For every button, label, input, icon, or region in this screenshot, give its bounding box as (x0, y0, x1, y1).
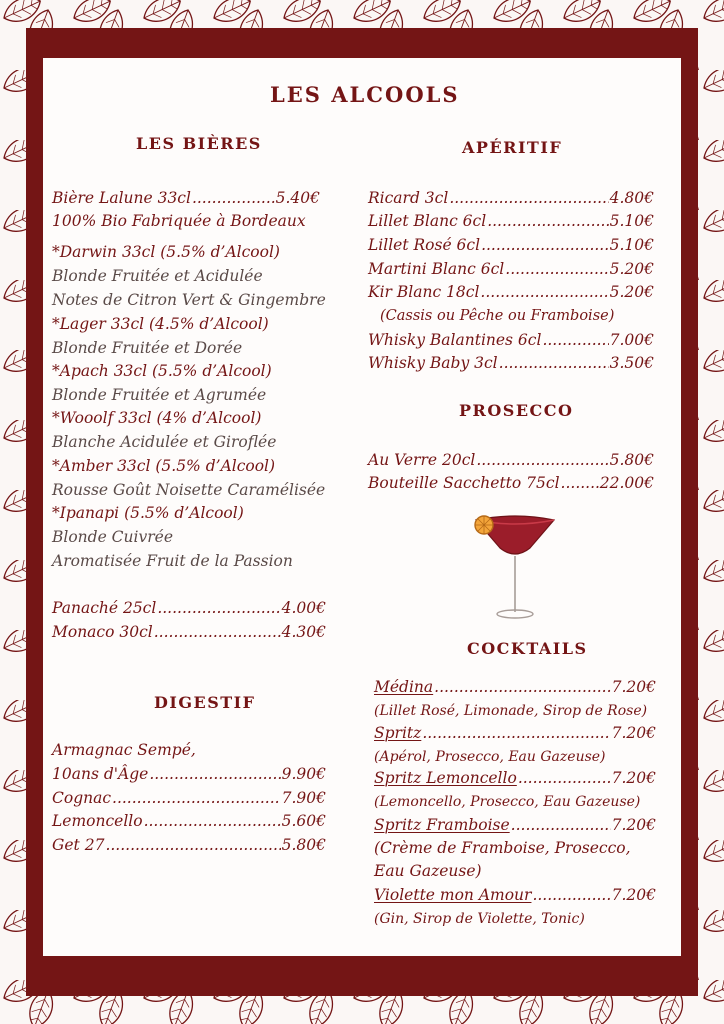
item-label: Médina (374, 678, 434, 696)
item-price: 5.10€ (609, 236, 654, 254)
beer-name-wooolf: *Wooolf 33cl (4% d’Alcool) (52, 409, 262, 427)
beer-desc: Blonde Fruitée et Dorée (52, 339, 243, 357)
leader-dots (518, 768, 611, 788)
leader-dots (561, 473, 599, 493)
item-label: Spritz Framboise (374, 816, 510, 834)
item-label: Lillet Rosé 6cl (368, 236, 481, 254)
leader-dots (511, 815, 611, 835)
cocktail-desc: (Apérol, Prosecco, Eau Gazeuse) (374, 749, 606, 765)
kir-note: (Cassis ou Pêche ou Framboise) (380, 308, 615, 324)
leader-dots (499, 353, 609, 373)
item-label: Martini Blanc 6cl (368, 260, 505, 278)
leader-dots (154, 622, 281, 642)
leader-dots (487, 211, 608, 231)
item-price: 7.20€ (611, 769, 656, 787)
item-description: 100% Bio Fabriquée à Bordeaux (52, 212, 306, 230)
leader-dots (476, 450, 608, 470)
item-label: Armagnac Sempé, (52, 741, 196, 759)
cocktail-desc: (Lemoncello, Prosecco, Eau Gazeuse) (374, 794, 641, 810)
beer-desc: Blonde Fruitée et Agrumée (52, 386, 267, 404)
menu-item-kir-blanc (368, 282, 654, 302)
item-price: 22.00€ (599, 474, 654, 492)
menu-item-monaco (52, 622, 326, 642)
item-label: Spritz Lemoncello (374, 769, 517, 787)
item-label: Whisky Balantines 6cl (368, 331, 542, 349)
item-label: Ricard 3cl (368, 189, 449, 207)
item-price: 4.80€ (609, 189, 654, 207)
item-price: 5.40€ (275, 189, 320, 207)
leader-dots (105, 835, 280, 855)
item-price: 4.00€ (281, 599, 326, 617)
item-label: Panaché 25cl (52, 599, 157, 617)
item-price: 7.90€ (281, 789, 326, 807)
item-label: Lemoncello (52, 812, 143, 830)
leader-dots (422, 723, 610, 743)
cocktail-desc: (Gin, Sirop de Violette, Tonic) (374, 911, 585, 927)
item-label: 10ans d'Âge (52, 765, 149, 783)
menu-item-lillet-rose (368, 235, 654, 255)
item-label: Bière Lalune 33cl (52, 189, 191, 207)
page-title: LES ALCOOLS (270, 82, 460, 107)
beer-name-ipanapi: *Ipanapi (5.5% d’Alcool) (52, 504, 244, 522)
menu-item-armagnac (52, 764, 326, 784)
beer-desc: Blanche Acidulée et Giroflée (52, 433, 277, 451)
cocktail-desc: (Lillet Rosé, Limonade, Sirop de Rose) (374, 703, 648, 719)
beer-desc: Blonde Cuivrée (52, 528, 173, 546)
menu-item-medina (374, 677, 656, 697)
menu-item-lemoncello (52, 811, 326, 831)
menu-item-spritz-framboise (374, 815, 656, 835)
heading-aperitif: APÉRITIF (462, 138, 563, 157)
menu-item-lalune (52, 188, 320, 208)
cocktail-desc: Eau Gazeuse) (374, 862, 482, 880)
item-label: Whisky Baby 3cl (368, 354, 498, 372)
item-label: Kir Blanc 18cl (368, 283, 480, 301)
beer-name-darwin: *Darwin 33cl (5.5% d’Alcool) (52, 243, 280, 261)
leader-dots (157, 598, 280, 618)
item-label: Get 27 (52, 836, 105, 854)
menu-item-ricard (368, 188, 654, 208)
item-price: 3.50€ (609, 354, 654, 372)
menu-item-martini-blanc (368, 259, 654, 279)
leader-dots (149, 764, 280, 784)
item-price: 9.90€ (281, 765, 326, 783)
menu-item-cognac (52, 788, 326, 808)
beer-desc: Notes de Citron Vert & Gingembre (52, 291, 326, 309)
beer-name-apach: *Apach 33cl (5.5% d’Alcool) (52, 362, 272, 380)
cocktail-glass-icon (460, 508, 570, 628)
leader-dots (542, 330, 608, 350)
item-price: 7.20€ (611, 816, 656, 834)
menu-item-panache (52, 598, 326, 618)
beer-name-amber: *Amber 33cl (5.5% d’Alcool) (52, 457, 276, 475)
heading-digestif: DIGESTIF (154, 693, 256, 712)
beer-desc: Rousse Goût Noisette Caramélisée (52, 481, 326, 499)
leader-dots (112, 788, 281, 808)
beer-desc: Aromatisée Fruit de la Passion (52, 552, 293, 570)
menu-item-spritz (374, 723, 656, 743)
item-label: Spritz (374, 724, 422, 742)
item-price: 7.20€ (611, 886, 656, 904)
item-price: 5.10€ (609, 212, 654, 230)
menu-item-whisky-balantines (368, 330, 654, 350)
leader-dots (532, 885, 610, 905)
cocktail-desc: (Crème de Framboise, Prosecco, (374, 839, 631, 857)
item-label: Au Verre 20cl (368, 451, 476, 469)
item-label: Lillet Blanc 6cl (368, 212, 487, 230)
item-price: 5.20€ (609, 260, 654, 278)
beer-desc: Blonde Fruitée et Acidulée (52, 267, 263, 285)
leader-dots (192, 188, 275, 208)
leader-dots (505, 259, 608, 279)
heading-cocktails: COCKTAILS (467, 639, 588, 658)
item-price: 5.80€ (609, 451, 654, 469)
leader-dots (480, 282, 608, 302)
item-price: 5.80€ (281, 836, 326, 854)
item-label: Cognac (52, 789, 112, 807)
menu-item-au-verre (368, 450, 654, 470)
beer-name-lager: *Lager 33cl (4.5% d’Alcool) (52, 315, 269, 333)
leader-dots (434, 677, 610, 697)
leader-dots (449, 188, 608, 208)
menu-item-lillet-blanc (368, 211, 654, 231)
menu-item-whisky-baby (368, 353, 654, 373)
item-label: Bouteille Sacchetto 75cl (368, 474, 560, 492)
item-price: 7.20€ (611, 678, 656, 696)
item-label: Monaco 30cl (52, 623, 153, 641)
menu-item-spritz-lemoncello (374, 768, 656, 788)
menu-item-get27 (52, 835, 326, 855)
menu-item-bouteille (368, 473, 654, 493)
item-price: 5.60€ (281, 812, 326, 830)
item-label: Violette mon Amour (374, 886, 532, 904)
item-price: 5.20€ (609, 283, 654, 301)
heading-bieres: LES BIÈRES (136, 134, 262, 153)
item-price: 7.00€ (609, 331, 654, 349)
item-price: 4.30€ (281, 623, 326, 641)
item-price: 7.20€ (611, 724, 656, 742)
menu-item-violette (374, 885, 656, 905)
heading-prosecco: PROSECCO (459, 401, 574, 420)
leader-dots (144, 811, 281, 831)
leader-dots (481, 235, 609, 255)
